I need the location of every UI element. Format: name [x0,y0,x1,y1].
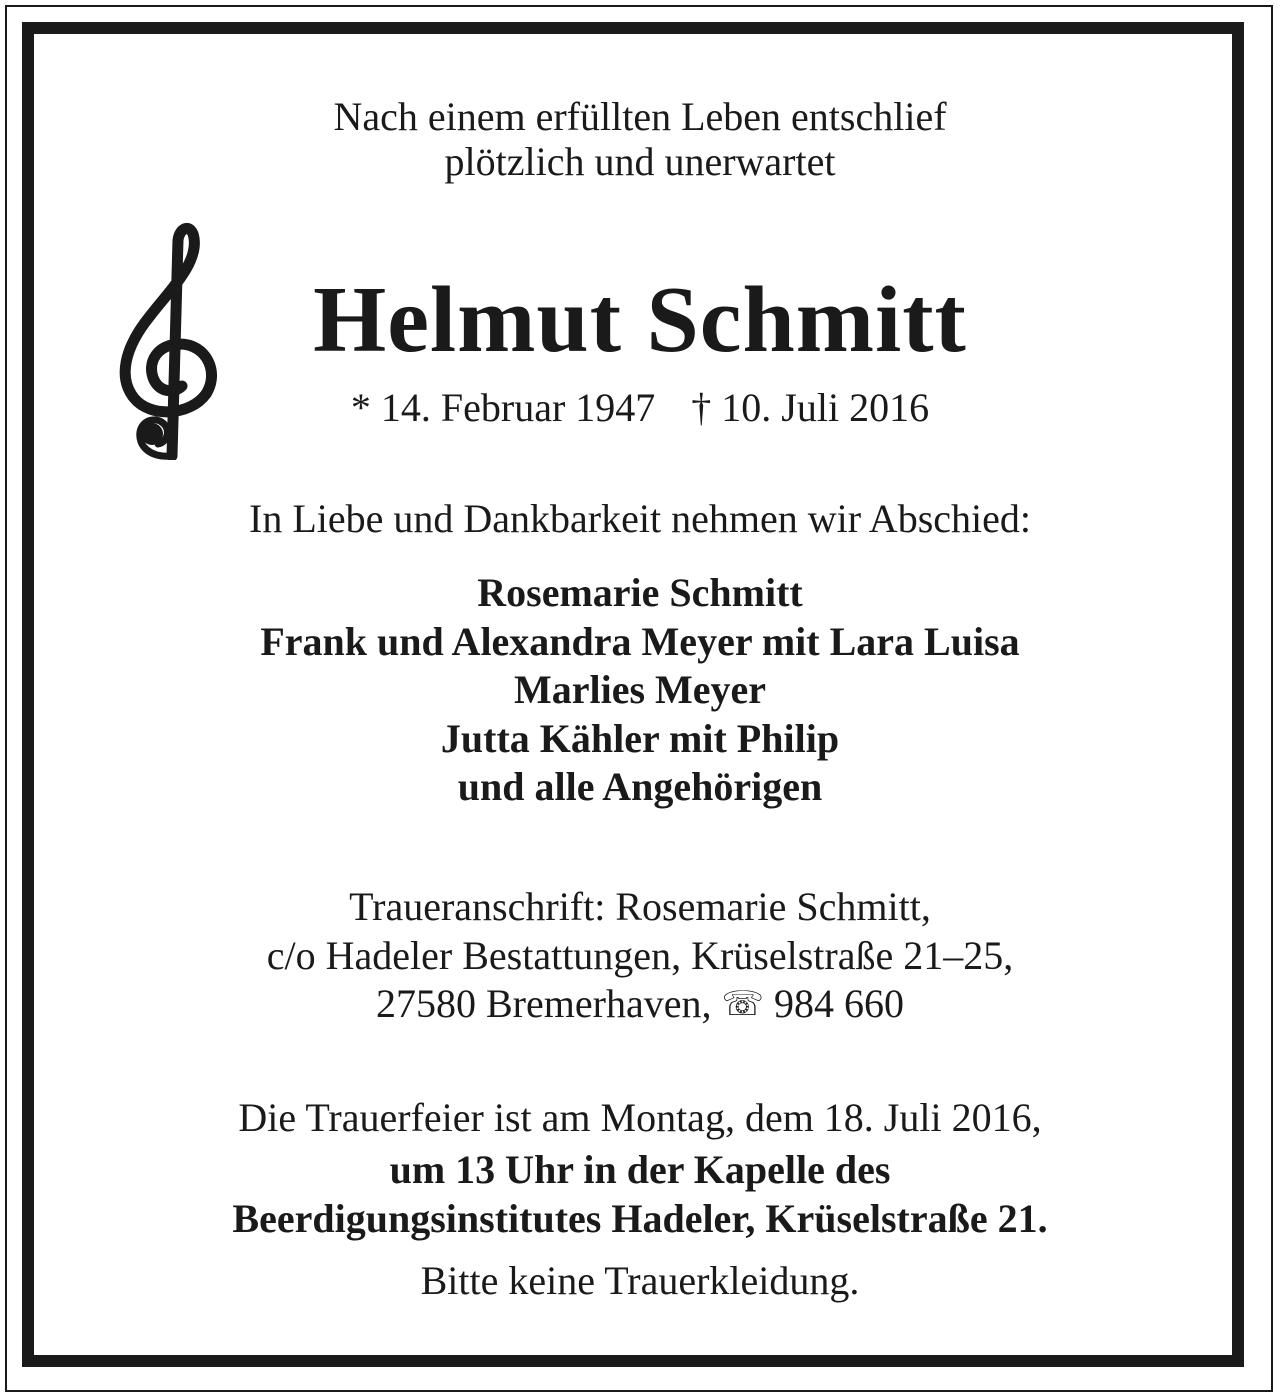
farewell-line: In Liebe und Dankbarkeit nehmen wir Abschied: [249,496,1031,541]
mourner-line: und alle Angehörigen [457,764,823,809]
mourner-line: Jutta Kähler mit Philip [440,715,840,761]
intro-line-1: Nach einem erfüllten Leben entschlief [333,94,947,139]
address-line-3 [0,980,1280,1029]
intro-line-2: plötzlich und unerwartet [444,139,836,184]
phone-number: 984 660 [773,981,904,1026]
mourner-line: Rosemarie Schmitt [477,570,803,615]
mourner-line: Frank und Alexandra Meyer mit Lara Luisa [260,618,1020,664]
life-dates [0,384,1280,432]
mourners-list [0,569,1280,812]
intro-text [0,94,1280,184]
dress-note: Bitte keine Trauerkleidung. [420,1258,860,1303]
mourner-line: Marlies Meyer [513,667,767,712]
service-intro: Die Trauerfeier ist am Montag, dem 18. Juli 2016, [238,1095,1042,1140]
service-details [0,1146,1280,1243]
service-line-2: Beerdigungsinstitutes Hadeler, Krüselstraße 21. [232,1195,1048,1241]
telephone-icon: ☏ [721,984,764,1024]
mourning-address [0,883,1280,1029]
service-line-1: um 13 Uhr in der Kapelle des [389,1147,891,1192]
address-city: 27580 Bremerhaven, [376,981,712,1026]
deceased-name: Helmut Schmitt [313,268,967,372]
address-line-1: Traueranschrift: Rosemarie Schmitt, [349,884,931,929]
address-line-2: c/o Hadeler Bestattungen, Krüselstraße 21–25, [266,932,1014,978]
birth-date: * 14. Februar 1947 [350,385,656,430]
death-date: † 10. Juli 2016 [691,385,930,430]
